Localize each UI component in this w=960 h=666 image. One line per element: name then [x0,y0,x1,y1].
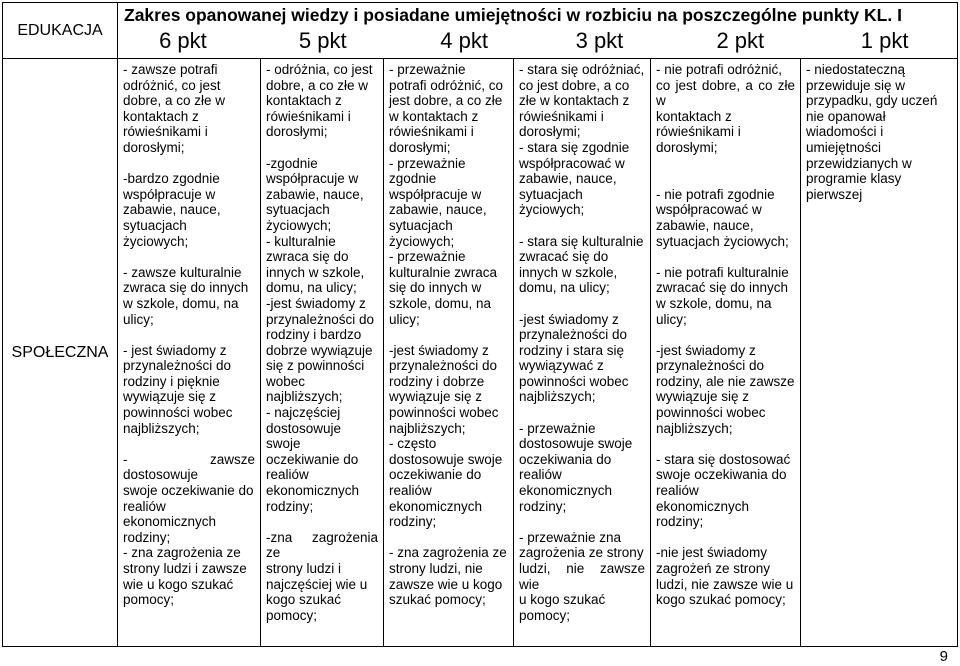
criteria-line: co jest dobre, a co [519,77,630,93]
criteria-line: kontaktach z [656,108,732,124]
criteria-line: zabawie, nauce, [266,186,364,202]
row-label: SPOŁECZNA [11,343,109,361]
criteria-line: rodziny i pięknie [123,373,220,389]
criteria-line: sytuacjach życiowych; [656,233,789,249]
criteria-line: najbliższych; [656,420,733,436]
criteria-line: dobre, a co złe w [123,93,226,109]
criteria-line: swoje oczekiwanie do [123,483,254,499]
criteria-line: rodziny i stara się [519,342,625,358]
criteria-line: rodziny; [656,514,704,530]
criteria-line: kontaktach z [123,108,199,124]
criteria-line: - nie potrafi kulturalnie [656,264,789,280]
criteria-line: przewiduje się w [806,77,906,93]
criteria-line: zwracać się do [519,249,609,265]
criteria-line: powinności wobec [389,405,499,421]
criteria-line: przynależności do [123,358,232,374]
criteria-line: przynależności do [266,311,375,327]
criteria-line: dostosowuje swoje [266,420,342,452]
criteria-line: rówieśnikami i [266,108,351,124]
criteria-line: przynależności do [519,327,628,343]
criteria-line: zwracać się do innych [656,280,789,296]
criteria-line: rówieśnikami i [519,108,604,124]
criteria-line: się do innych w [389,280,482,296]
criteria-line: realiów [266,467,309,483]
criteria-line: współpracować w [519,155,625,171]
level-4: 4 pkt [440,28,488,53]
criteria-line: rówieśnikami i [656,124,741,140]
criteria-line: wywiązuje się z [123,389,217,405]
criteria-line: strony ludzi i zawsze [123,561,247,576]
criteria-line: wywiązuje się z [656,389,750,405]
criteria-line: - odróżnia, co jest [266,62,373,77]
criteria-line: oczekiwanie do [266,451,359,467]
criteria-col-2pkt [651,59,801,647]
level-1: 1 pkt [860,28,909,53]
criteria-line: - kulturalnie [266,233,336,249]
criteria-line: -jest świadomy z [389,342,489,358]
criteria-line: oczekiwanie do [389,467,482,483]
criteria-line: najczęściej wie u [266,576,368,592]
criteria-line: sytuacjach [266,202,330,218]
criteria-line: realiów [519,467,562,483]
level-6: 6 pkt [159,28,207,53]
criteria-line: wobec [266,373,306,389]
criteria-line: rówieśnikami i [123,124,208,140]
criteria-line [123,327,255,343]
criteria-line: wiadomości i [806,124,884,140]
criteria-line: - stara się dostosować [656,451,791,467]
criteria-line: u kogo szukać [519,592,606,608]
criteria-line: innych w szkole, [266,264,365,280]
criteria-line: dostosowuje swoje [389,451,503,467]
criteria-line: przewidzianych w [806,155,912,171]
level-2: 2 pkt [716,28,765,53]
criteria-line: najbliższych; [519,389,596,405]
criteria-col-6pkt [118,59,261,647]
criteria-line: - jest świadomy z [123,342,227,358]
criteria-line: - zna zagrożenia ze [389,545,507,561]
title-cell [118,3,958,59]
criteria-line [389,530,508,546]
criteria-line: ekonomicznych [123,514,217,530]
area-header-cell [3,3,118,59]
criteria-line: - niedostateczną [806,62,906,77]
level-3: 3 pkt [575,28,624,53]
criteria-line [656,530,795,546]
criteria-line: szukać pomocy; [389,592,486,608]
criteria-line: ulicy; [123,311,154,327]
criteria-line: kogo szukać pomocy; [656,592,786,608]
criteria-line: wywiązywać z [519,358,604,374]
criteria-line: zwraca się do [266,249,349,265]
criteria-line: dorosłymi; [389,139,451,155]
criteria-line: - nie potrafi zgodnie [656,186,775,202]
criteria-line: - nie potrafi odróżnić, [656,62,783,77]
criteria-col-3pkt [514,59,651,647]
criteria-line: strony ludzi i [266,561,342,576]
level-5: 5 pkt [298,28,347,53]
criteria-line: swoje oczekiwania do [656,467,787,483]
criteria-line [519,296,645,312]
criteria-line: życiowych; [389,233,455,249]
criteria-line: dorosłymi; [519,124,581,140]
criteria-line [266,514,378,530]
page-number: 9 [939,648,948,665]
criteria-line [266,140,378,156]
criteria-line: wywiązuje się z [389,389,483,405]
criteria-line: przypadku, gdy uczeń [806,93,938,109]
criteria-line: rodziny; [389,514,437,530]
criteria-line: umiejętności [806,139,882,155]
criteria-line: odróżnić, co jest [123,77,221,93]
criteria-line: domu, na ulicy; [519,280,610,296]
criteria-line: zabawie, nauce, [389,202,487,218]
criteria-line: ekonomicznych [266,483,360,499]
criteria-line: zagrożeń ze strony [656,561,771,576]
criteria-line: pomocy; [266,607,318,623]
criteria-line: rodziny, ale nie zawsze [656,373,795,389]
criteria-line: w kontaktach z [389,108,479,124]
criteria-line [123,249,255,265]
criteria-line: wie u kogo szukać [123,576,234,592]
criteria-col-1pkt [801,59,958,647]
criteria-line: życiowych; [266,217,332,233]
criteria-line: zabawie, nauce, [123,202,221,218]
criteria-line: -bardzo zgodnie [123,171,220,187]
criteria-line: kogo szukać [266,592,342,608]
criteria-line: ulicy; [656,311,687,327]
criteria-line: co jest dobre, a co złe w [656,77,795,109]
criteria-line: rodziny i dobrze [389,373,485,389]
criteria-line: współpracuje w [123,186,216,202]
criteria-line: przynależności do [389,358,498,374]
criteria-line: potrafi odróżnić, co [389,77,504,93]
criteria-line: dorosłymi; [656,139,718,155]
criteria-line: - często [389,436,437,452]
criteria-line: życiowych; [519,202,585,218]
criteria-line: innych w szkole, [519,264,618,280]
criteria-line: programie klasy [806,171,902,187]
criteria-line: sytuacjach [519,186,583,202]
criteria-line: - zawsze potrafi [123,62,218,77]
criteria-col-4pkt [384,59,514,647]
criteria-line: domu, na ulicy; [266,280,357,296]
criteria-line: zwraca się do innych [123,280,249,296]
criteria-line: - przeważnie [519,420,596,436]
criteria-line: rodziny i bardzo [266,327,362,343]
criteria-line: najbliższych; [389,420,466,436]
criteria-col-5pkt [261,59,384,647]
criteria-line: zawsze wie u kogo [389,576,503,592]
criteria-line: zagrożenia ze strony [519,545,644,561]
criteria-line: współpracuje w [389,186,482,202]
criteria-line: realiów ekonomicznych [656,483,750,514]
criteria-line: - najczęściej [266,405,341,421]
criteria-line: strony ludzi, nie [389,561,483,576]
criteria-line: życiowych; [123,233,189,249]
criteria-line: sytuacjach [123,217,187,233]
criteria-line: -jest świadomy z [266,295,366,311]
criteria-line: złe w kontaktach z [519,93,630,109]
criteria-line: -zna zagrożenia ze [266,529,378,561]
criteria-line: sytuacjach [389,217,453,233]
criteria-line: najbliższych; [123,420,200,436]
criteria-line: jest dobre, a co złe [389,93,503,109]
criteria-line: - stara się zgodnie [519,139,630,155]
levels-row [118,25,957,57]
criteria-line: w szkole, domu, na [656,295,772,311]
criteria-line: zgodnie [389,171,437,187]
criteria-line [656,436,795,452]
criteria-table [2,2,958,647]
criteria-line [123,436,255,452]
criteria-line: zabawie, nauce, [519,171,617,187]
criteria-line: - zna zagrożenia ze [123,545,241,561]
criteria-line: w szkole, domu, na [123,295,239,311]
criteria-line: współpracuje w [266,171,359,187]
criteria-line: -nie jest świadomy [656,545,768,561]
criteria-line: ulicy; [389,311,420,327]
criteria-line: rodziny; [519,498,567,514]
criteria-line: nie opanował [806,108,886,124]
criteria-line [656,249,795,265]
criteria-line: dobrze wywiązuje [266,342,373,358]
table-title: Zakres opanowanej wiedzy i posiadane umiejętności w rozbiciu na poszczególne punkty KL. I [124,5,902,25]
criteria-line: rodziny; [266,498,314,514]
criteria-line: zabawie, nauce, [656,217,754,233]
criteria-line [519,405,645,421]
criteria-line: ekonomicznych [519,483,613,499]
criteria-line: powinności wobec [656,405,766,421]
criteria-line: ludzi, nie zawsze wie [519,561,645,592]
criteria-line: dorosłymi; [123,139,185,155]
criteria-line: się z powinności [266,358,365,374]
criteria-line [123,156,255,172]
criteria-line: pomocy; [519,607,571,623]
criteria-line: współpracować w [656,202,762,218]
criteria-line [656,327,795,343]
criteria-line: - przeważnie [389,249,466,265]
criteria-line: realiów [389,483,432,499]
criteria-line: - przeważnie [389,155,466,171]
criteria-line: rówieśnikami i [389,124,474,140]
criteria-line: rodziny; [123,529,171,545]
criteria-line: powinności wobec [123,405,233,421]
criteria-line: szkole, domu, na [389,295,492,311]
criteria-line: kulturalnie zwraca [389,264,498,280]
criteria-line: -jest świadomy z [519,311,619,327]
criteria-line: powinności wobec [519,373,629,389]
criteria-line: oczekiwania do [519,451,612,467]
criteria-line [519,218,645,234]
criteria-line: ekonomicznych [389,498,483,514]
area-label: EDUKACJA [17,21,103,39]
criteria-line [519,514,645,530]
criteria-line: - stara się kulturalnie [519,233,644,249]
criteria-line: najbliższych; [266,389,343,405]
criteria-line [656,156,795,172]
criteria-line: -jest świadomy z [656,342,756,358]
criteria-line: - przeważnie [389,62,466,77]
row-label-cell [3,59,118,647]
criteria-line: realiów [123,498,166,514]
criteria-line: - zawsze kulturalnie [123,264,242,280]
criteria-line: pierwszej [806,186,863,202]
criteria-line: przynależności do [656,358,765,374]
criteria-line: dobre, a co złe w [266,77,369,93]
criteria-line: - stara się odróżniać, [519,62,645,77]
criteria-line: - zawsze dostosowuje [123,451,255,483]
criteria-line: kontaktach z [266,93,342,109]
criteria-line: dostosowuje swoje [519,436,633,452]
criteria-line: pomocy; [123,592,175,608]
criteria-line: - przeważnie zna [519,529,622,545]
criteria-line [389,327,508,343]
criteria-line: ludzi, nie zawsze wie u [656,576,794,592]
criteria-line: dorosłymi; [266,124,328,140]
criteria-line: -zgodnie [266,155,318,171]
criteria-line [656,171,795,187]
